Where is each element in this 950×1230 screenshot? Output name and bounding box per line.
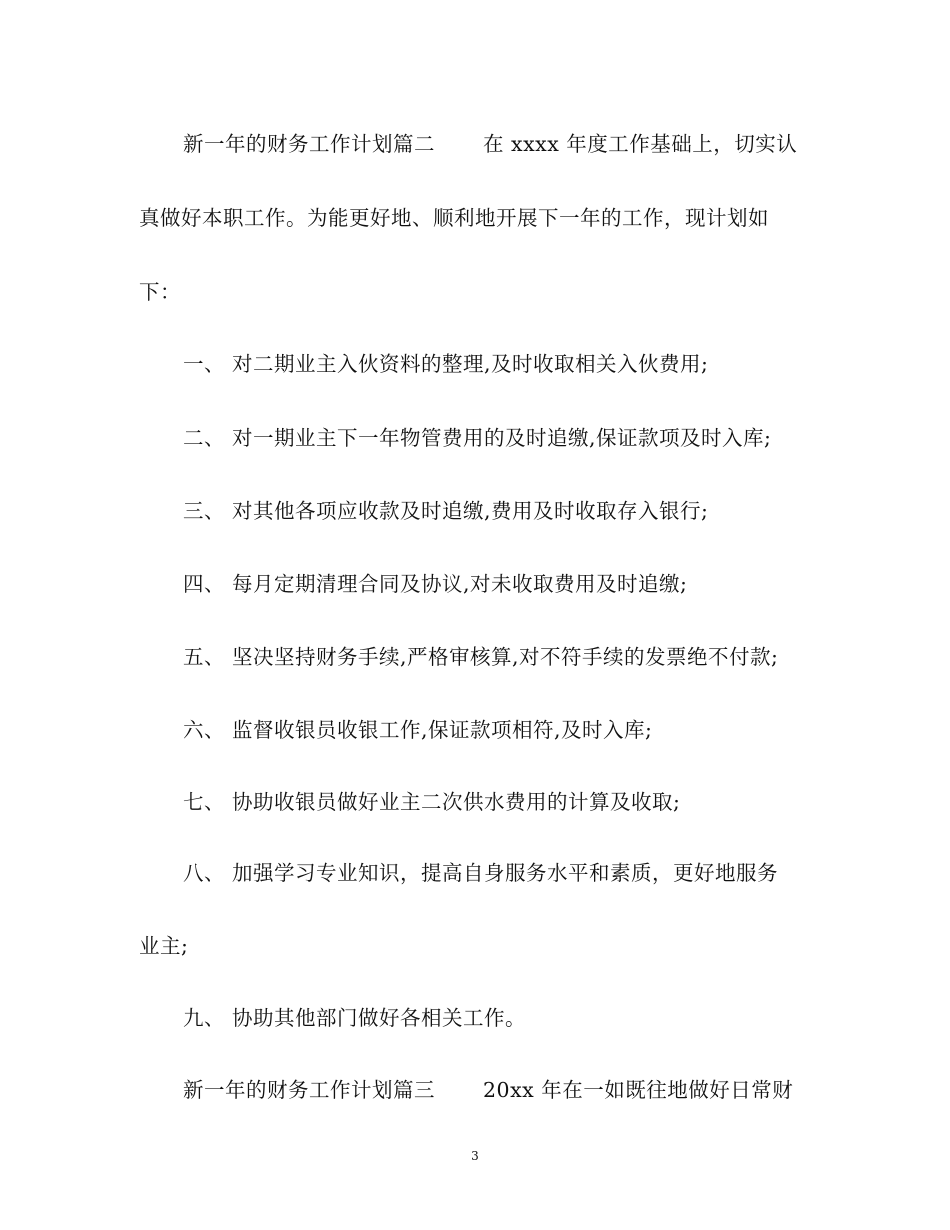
paragraph-text: 20xx 年在一如既往地做好日常财 — [483, 1078, 794, 1102]
paragraph-line: 真做好本职工作。为能更好地、顺利地开展下一年的工作，现计划如 — [139, 206, 769, 230]
list-item: 九、 协助其他部门做好各相关工作。 — [183, 1006, 527, 1030]
page-number: 3 — [471, 1149, 479, 1163]
section-heading: 新一年的财务工作计划篇二 — [183, 132, 435, 156]
paragraph-line — [183, 131, 797, 157]
list-item: 五、 坚决坚持财务手续,严格审核算,对不符手续的发票绝不付款; — [183, 645, 779, 669]
list-item: 八、 加强学习专业知识，提高自身服务水平和素质，更好地服务 — [183, 861, 779, 885]
paragraph-line — [183, 1077, 793, 1103]
list-item: 三、 对其他各项应收款及时追缴,费用及时收取存入银行; — [183, 499, 709, 523]
list-item: 六、 监督收银员收银工作,保证款项相符,及时入库; — [183, 718, 653, 742]
list-item-continuation: 业主; — [139, 934, 189, 958]
list-item: 二、 对一期业主下一年物管费用的及时追缴,保证款项及时入库; — [183, 426, 772, 450]
paragraph-text: 在 xxxx 年度工作基础上，切实认 — [483, 132, 798, 156]
list-item: 四、 每月定期清理合同及协议,对未收取费用及时追缴; — [183, 572, 688, 596]
section-heading: 新一年的财务工作计划篇三 — [183, 1078, 435, 1102]
list-item: 七、 协助收银员做好业主二次供水费用的计算及收取; — [183, 790, 681, 814]
list-item: 一、 对二期业主入伙资料的整理,及时收取相关入伙费用; — [183, 352, 709, 376]
paragraph-line: 下： — [139, 280, 181, 304]
